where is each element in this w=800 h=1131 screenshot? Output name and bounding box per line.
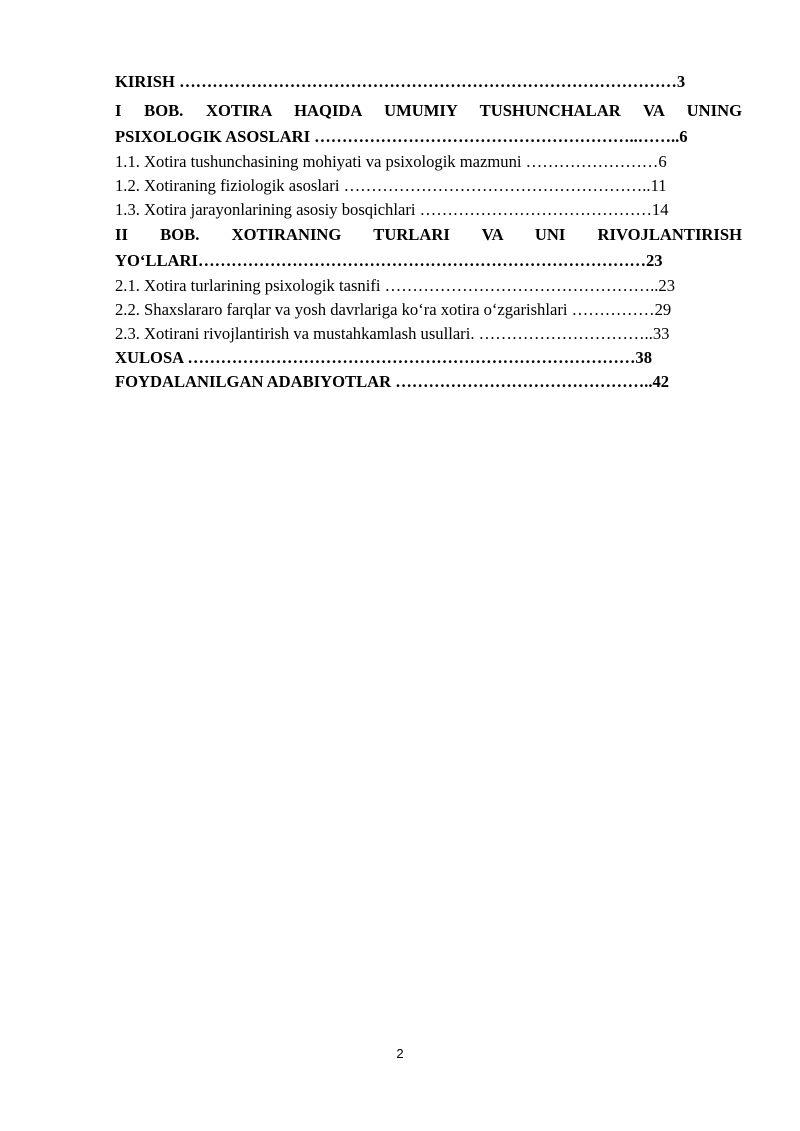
toc-entry-adabiyotlar[interactable]: FOYDALANILGAN ADABIYOTLAR ………………………………………..42 [115,372,670,391]
toc-entry-xulosa[interactable]: XULOSA ………………………………………………………………………38 [115,348,653,367]
toc-entry-chapter-2-title-cont[interactable]: YO‘LLARI………………………………………………………………………23 [115,251,663,270]
toc-entry-kirish[interactable]: KIRISH ………………………………………………………………………………3 [115,72,686,91]
toc-entry-2-3[interactable]: 2.3. Xotirani rivojlantirish va mustahkamlash usullari. …………………………..33 [115,324,670,343]
table-of-contents [115,72,742,391]
toc-entry-1-3[interactable]: 1.3. Xotira jarayonlarining asosiy bosqichlari ……………………………………14 [115,200,669,219]
toc-entry-2-2[interactable]: 2.2. Shaxslararo farqlar va yosh davrlariga ko‘ra xotira o‘zgarishlari ……………29 [115,300,672,319]
toc-entry-2-1[interactable]: 2.1. Xotira turlarining psixologik tasnifi …………………………………………..23 [115,276,676,295]
toc-entry-1-2[interactable]: 1.2. Xotiraning fiziologik asoslari ………………………………………………..11 [115,176,667,195]
toc-entry-1-1[interactable]: 1.1. Xotira tushunchasining mohiyati va psixologik mazmuni ……………………6 [115,152,667,171]
toc-entry-chapter-1-title[interactable]: I BOB. XOTIRA HAQIDA UMUMIY TUSHUNCHALAR VA UNING [115,101,742,120]
toc-entry-chapter-2-title[interactable]: II BOB. XOTIRANING TURLARI VA UNI RIVOJLANTIRISH [115,225,742,244]
toc-entry-chapter-1-title-cont[interactable]: PSIXOLOGIK ASOSLARI …………………………………………………..……..6 [115,127,688,146]
page-number: 2 [396,1046,404,1061]
